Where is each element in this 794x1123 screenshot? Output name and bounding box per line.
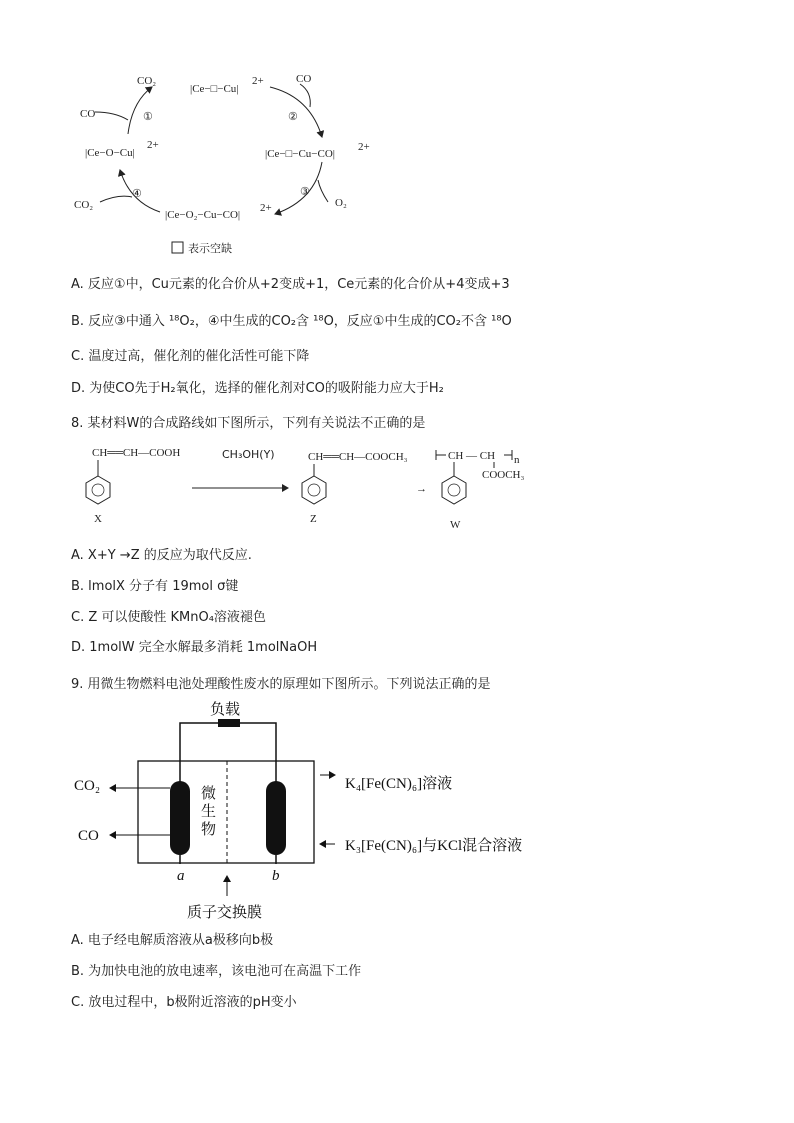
k3-solution: K₃[Fe(CN)₆]与KCl混合溶液 [345,838,523,854]
co2-bottom-left: CO₂ [74,199,94,211]
q9-option-b: B. 为加快电池的放电速率，该电池可在高温下工作 [71,964,362,979]
step-1: ① [143,111,153,123]
q8-stem: 8. 某材料W的合成路线如下图所示，下列有关说法不正确的是 [71,416,426,431]
microbe-text-3: 物 [201,820,217,838]
w-chain: CH — CH [448,450,496,462]
load-label: 负载 [210,700,241,718]
z-chain: CH══CH—COOCH₃ [308,451,408,463]
w-label: W [450,519,461,531]
q8-option-b: B. lmolX 分子有 19mol σ键 [71,579,239,594]
electrode-b [266,781,286,855]
w-sub: COOCH₃ [482,469,525,481]
z-label: Z [310,513,317,525]
membrane-label: 质子交换膜 [187,903,263,921]
species-left: |Ce−O−Cu| [85,147,135,159]
svg-text:→: → [416,483,427,495]
step-3: ③ [300,186,310,198]
q8-option-d: D. 1molW 完全水解最多消耗 1molNaOH [71,640,318,655]
charge-left: 2+ [147,139,159,151]
q7-option-c: C. 温度过高，催化剂的催化活性可能下降 [71,349,310,364]
co-left: CO [80,108,96,120]
co2-output: CO₂ [74,778,101,794]
k4-solution: K₄[Fe(CN)₆]溶液 [345,776,453,792]
synthesis-route-diagram [70,436,570,536]
reagent: CH₃OH(Y) [222,448,275,461]
q8-option-c: C. Z 可以使酸性 KMnO₄溶液褪色 [71,610,266,625]
fuel-cell-diagram [70,694,560,924]
microbe-text-2: 生 [201,802,217,820]
q7-option-b: B. 反应③中通入 ¹⁸O₂，④中生成的CO₂含 ¹⁸O，反应①中生成的CO₂不含 ¹⁸O [71,314,512,329]
w-n: n [514,454,520,466]
q9-option-c: C. 放电过程中，b极附近溶液的pH变小 [71,995,297,1010]
species-top: |Ce−□−Cu| [190,83,239,95]
q7-option-a: A. 反应①中，Cu元素的化合价从+2变成+1，Ce元素的化合价从+4变成+3 [71,277,510,292]
benzene-ring-w [442,476,466,504]
co-top-right: CO [296,73,312,85]
x-chain: CH══CH—COOH [92,447,181,459]
x-label: X [94,513,102,525]
co-output: CO [78,828,99,844]
benzene-ring-z [302,476,326,504]
load-resistor [218,719,240,727]
q9-option-a: A. 电子经电解质溶液从a极移向b极 [71,933,274,948]
species-bottom: |Ce−O₂−Cu−CO| [165,209,241,221]
step-2: ② [288,111,298,123]
legend-text: 表示空缺 [188,242,232,255]
co2-top-left: CO₂ [137,75,157,87]
charge-bottom: 2+ [260,202,272,214]
benzene-ring-x [86,476,110,504]
q9-stem: 9. 用微生物燃料电池处理酸性废水的原理如下图所示。下列说法正确的是 [71,677,491,692]
electrode-a-label: a [177,868,185,884]
microbe-text-1: 微 [201,784,217,802]
step-4: ④ [132,188,142,200]
q7-option-d: D. 为使CO先于H₂氧化，选择的催化剂对CO的吸附能力应大于H₂ [71,381,444,396]
species-right: |Ce−□−Cu−CO| [265,148,335,160]
electrode-b-label: b [272,868,280,884]
electrode-a [170,781,190,855]
charge-right: 2+ [358,141,370,153]
catalytic-cycle-diagram [60,62,390,262]
q8-option-a: A. X+Y →Z 的反应为取代反应. [71,548,252,563]
charge-top: 2+ [252,75,264,87]
o2-right: O₂ [335,197,347,209]
cell-tank [138,761,314,863]
vacancy-square-icon [172,242,183,253]
